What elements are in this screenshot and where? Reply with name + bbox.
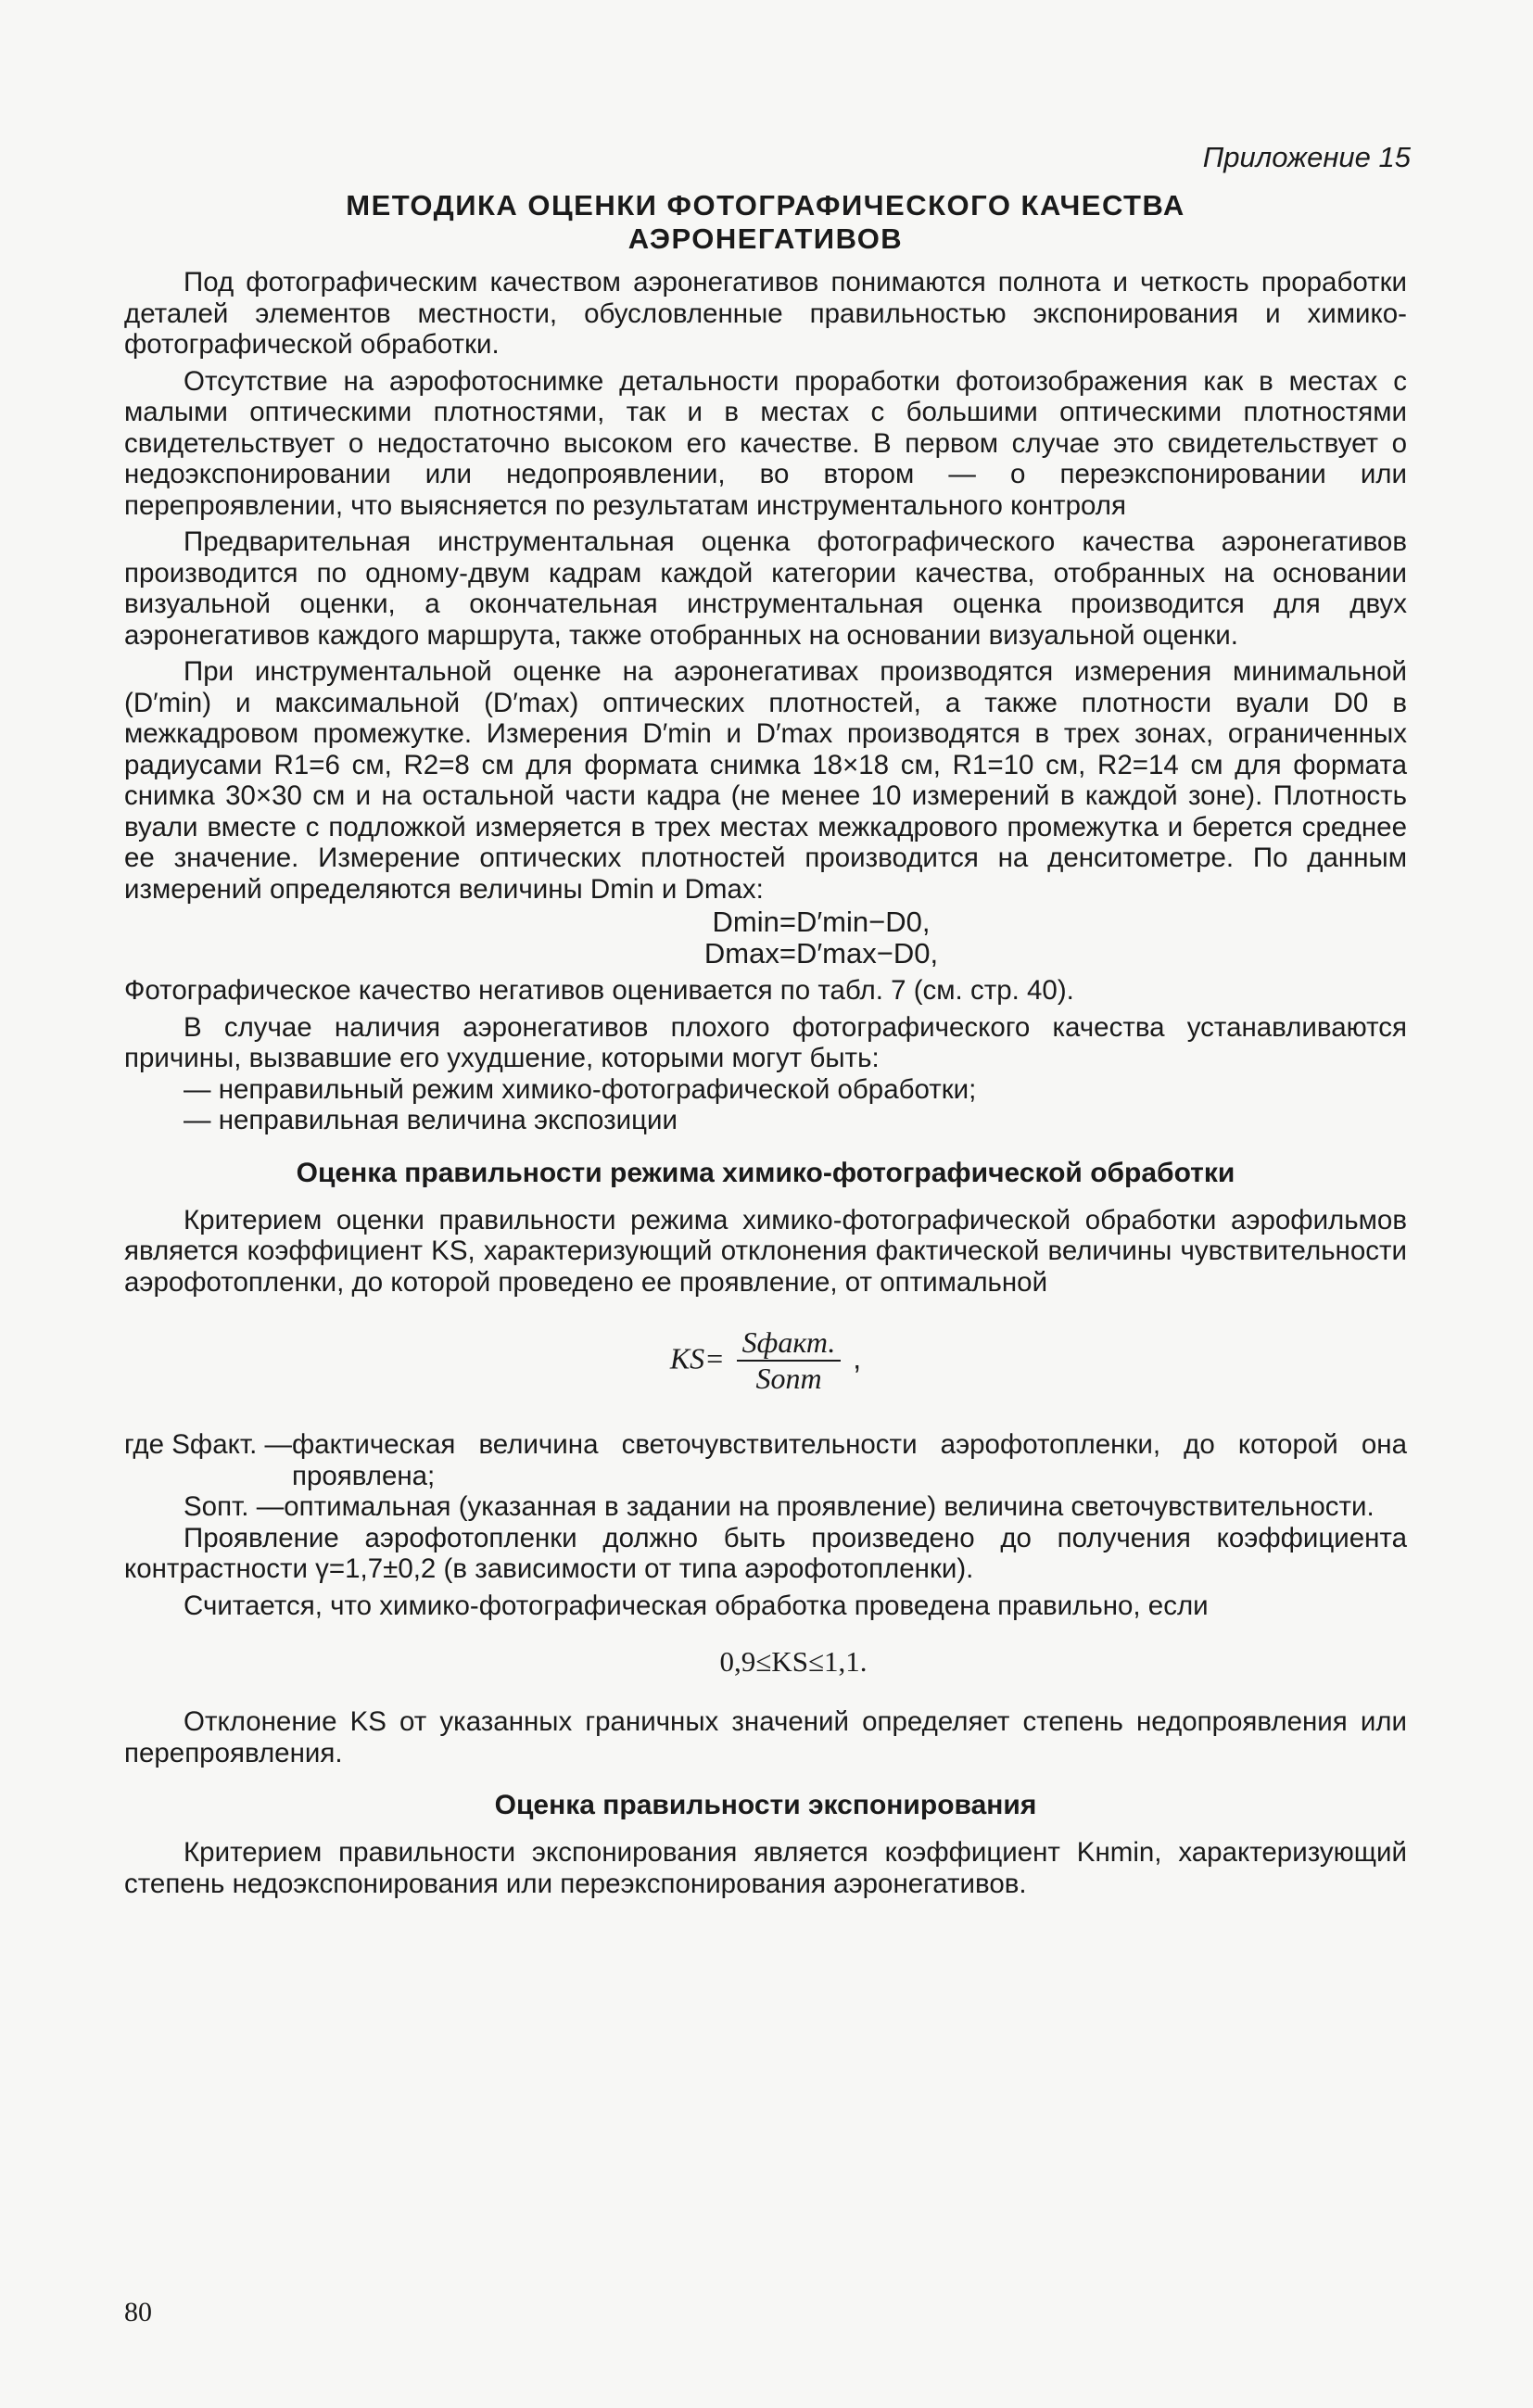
paragraph-ks-criterion: Критерием оценки правильности режима химико-фотографической обработки аэрофильмов является коэффициент KS, характеризующий отклонения фактической величины чувствительности аэрофотопленки, до которой проведено ее проявление, от оптимальной [124, 1204, 1407, 1298]
ks-formula [124, 1325, 1407, 1396]
definition-s-fact-text: фактическая величина светочувствительности аэрофотопленки, до которой она проявлена; [291, 1429, 1407, 1491]
page-title [124, 189, 1407, 256]
title-line-2: АЭРОНЕГАТИВОВ [627, 222, 904, 255]
definition-s-opt-term: Sопт. — [184, 1491, 285, 1522]
definition-s-fact-term: где Sфакт. — [124, 1429, 292, 1460]
ks-fraction [737, 1325, 842, 1396]
page-number: 80 [124, 2297, 152, 2327]
definitions [124, 1429, 1407, 1523]
ks-formula-lhs: KS= [669, 1341, 725, 1375]
appendix-label: Приложение 15 [1202, 141, 1411, 173]
ks-inequality: 0,9≤KS≤1,1. [719, 1645, 868, 1678]
definition-s-opt-text: оптимальная (указанная в задании на проявление) величина светочувствительности. [284, 1491, 1375, 1522]
paragraph-deviation: Отклонение KS от указанных граничных значений определяет степень недопроявления или перепроявления. [124, 1706, 1407, 1768]
paragraph-measurements: При инструментальной оценке на аэронегативах производятся измерения минимальной (D′min) и максимальной (D′max) оптических плотностей, а также плотности вуали D0 в межкадровом промежутке. Измерения D′min и D′max производятся в трех зонах, ограниченных радиусами R1=6 см, R2=8 см для формата снимка 18×18 см, R1=10 см, R2=14 см для формата снимка 30×30 см и на остальной части кадра (не менее 10 измерений в каждой зоне). Плотность вуали вместе с подложкой измеряется в трех местах межкадрового промежутка и берется среднее ее значение. Измерение оптических плотностей производится на денситометре. По данным измерений определяются величины Dmin и Dmax: [124, 656, 1407, 905]
ks-formula-tail: , [853, 1341, 862, 1375]
paragraph-correct-processing: Считается, что химико-фотографическая обработка проведена правильно, если [184, 1590, 1209, 1621]
page-content [124, 139, 1411, 1899]
section-heading-exposure: Оценка правильности экспонирования [494, 1790, 1037, 1820]
paragraph-intro: Под фотографическим качеством аэронегативов понимаются полнота и четкость проработки деталей элементов местности, обусловленные правильностью экспонирования и химико-фотографической обработки. [124, 267, 1407, 360]
formula-dmax: Dmax=D′max−D0, [703, 937, 939, 970]
definition-s-opt [124, 1491, 1407, 1523]
paragraph-absence: Отсутствие на аэрофотоснимке детальности проработки фотоизображения как в местах с малыми оптическими плотностями, так и в местах с большими оптическими плотностями свидетельствует о недостаточно высоком его качестве. В первом случае это свидетельствует о недоэкспонировании или недопроявлении, во втором — о переэкспонировании или перепроявлении, что выясняется по результатам инструментального контроля [124, 365, 1407, 521]
ks-denominator: Sопт [755, 1362, 822, 1395]
paragraph-preliminary: Предварительная инструментальная оценка фотографического качества аэронегативов производится по одному-двум кадрам каждой категории качества, отобранных на основании визуальной оценки, а окончательная инструментальная оценка производится для двух аэронегативов каждого маршрута, также отобранных на основании визуальной оценки. [124, 526, 1407, 651]
ks-numerator: Sфакт. [737, 1325, 842, 1362]
list-item-exposure: — неправильная величина экспозиции [184, 1105, 678, 1135]
formula-dmin: Dmin=D′min−D0, [712, 906, 931, 938]
definition-s-fact [124, 1429, 1407, 1491]
paragraph-exposure-criterion: Критерием правильности экспонирования является коэффициент Kнmin, характеризующий степень недоэкспонирования или переэкспонирования аэронегативов. [124, 1837, 1407, 1899]
density-formulas [235, 906, 1407, 970]
paragraph-table-ref: Фотографическое качество негативов оценивается по табл. 7 (см. стр. 40). [124, 975, 1074, 1006]
paragraph-contrast: Проявление аэрофотопленки должно быть произведено до получения коэффициента контрастности γ=1,7±0,2 (в зависимости от типа аэрофотопленки). [124, 1522, 1407, 1584]
title-line-1: МЕТОДИКА ОЦЕНКИ ФОТОГРАФИЧЕСКОГО КАЧЕСТВА [346, 189, 1185, 222]
section-heading-processing: Оценка правильности режима химико-фотографической обработки [296, 1157, 1235, 1188]
list-item-processing: — неправильный режим химико-фотографической обработки; [184, 1073, 977, 1105]
paragraph-causes: В случае наличия аэронегативов плохого фотографического качества устанавливаются причины, вызвавшие его ухудшение, которыми могут быть: [124, 1011, 1407, 1073]
